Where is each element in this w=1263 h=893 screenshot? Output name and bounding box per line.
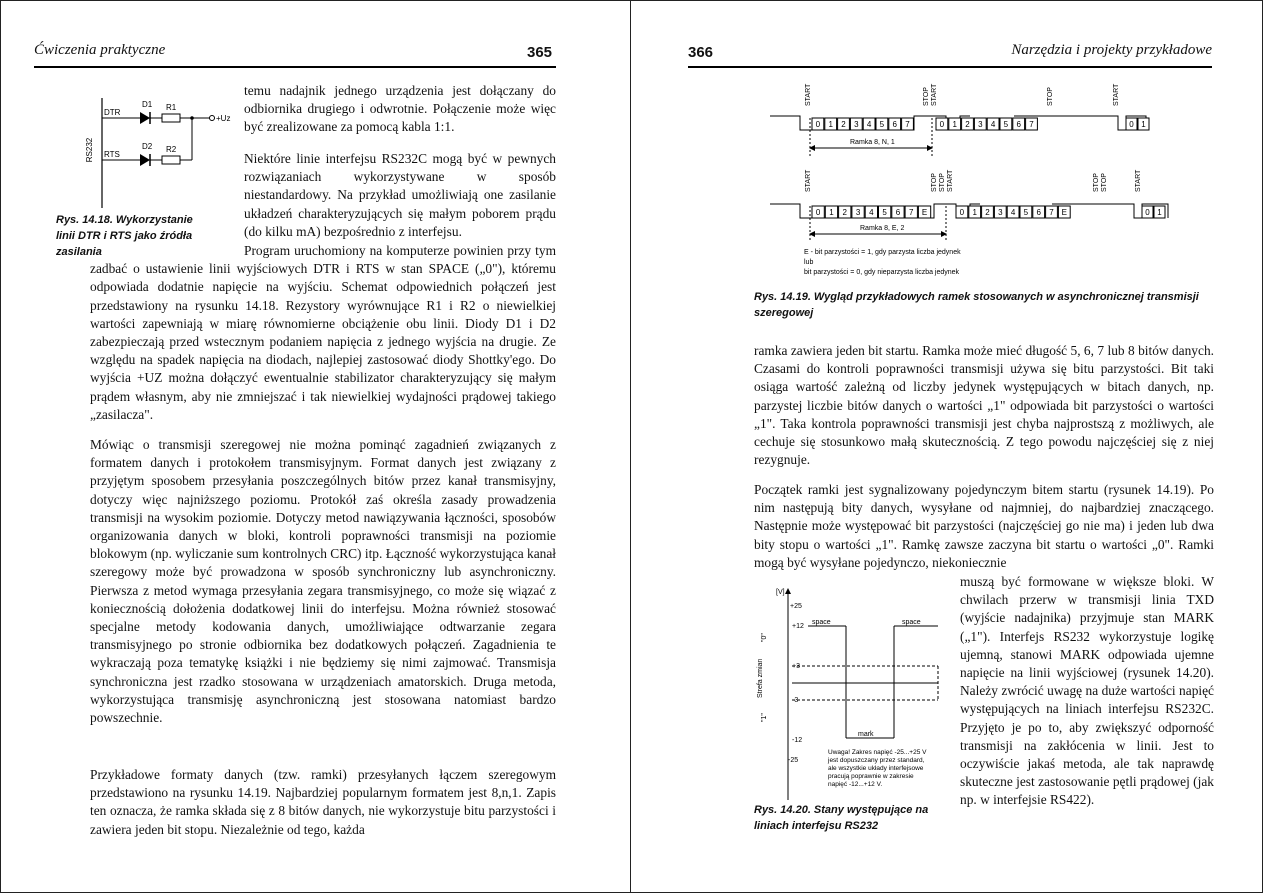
frame2-bit-label: 3 [855,208,861,217]
left-paragraph-3: Program uruchomiony na komputerze powinien przy tym zadbać o ustawienie linii wyjściowych DTR i RTS w stan SPACE („0"), któremu odpowiada dodatnie napięcie na wyjściu. Schemat odpowiednich połączeń jest przedstawiony na rysunku 14.18. Rezystory wyrównujące R1 i R2 o niewielkiej wartości zapewniają w miarę równomierne obciążenie obu linii. Diody D1 i D2 zabezpieczają przed wstecznym podaniem napięcia z jednego wyjścia na drugie. Ze względu na spadek napięcia na diodach, najlepiej zastosować diody Shottky'ego. Do wyjścia +UZ można dołączyć ewentualnie stabilizator charakteryzujący się małym prądem własnym, aby nie zmniejszać i tak niewielkiej wydajności prądowej takiego „zasilacza". [90,243,556,422]
one-logic-label: "1" [761,713,768,722]
frame1-bit-label: 3 [854,120,859,129]
note-line-5: napięć -12...+12 V. [828,781,883,788]
page-number: 366 [688,44,714,61]
figure-14-19 [770,76,1180,280]
start-label: START [805,83,812,106]
frame2b-bit-label: 0 [959,208,965,217]
running-head: Ćwiczenia praktyczne [34,42,166,58]
tick-plus12: +12 [792,623,804,630]
resistor-r1 [162,114,180,122]
parity-legend-line-3: bit parzystości = 0, gdy nieparzysta liczba jedynek [804,269,960,276]
stop-label: STOP [931,173,938,192]
frame2-label: Ramka 8, E, 2 [860,225,905,232]
frame2-bit-label: 7 [909,208,914,217]
frame2-bit-label: E [921,208,928,217]
frame2b-bit-label: 4 [1010,208,1016,217]
next-bit-label: 1 [1141,120,1146,129]
frame1b-bit-label: 5 [1003,120,1009,129]
frame1b-bit-label: 0 [939,120,945,129]
frame1-bit-label: 6 [892,120,897,129]
left-paragraph-2: Niektóre linie interfejsu RS232C mogą być w pewnych rozwiązaniach wykorzystywane w sposób niestandardowy. Na przykład umożliwiają one zasilanie układzeń charakteryzujących się małym poborem prądu (do kilku mA) bezpośrednio z interfejsu. [244,151,556,239]
rs232-label: RS232 [85,137,94,163]
running-head: Narzędzia i projekty przykładowe [1011,42,1212,58]
page-gutter [630,0,631,893]
frame1-bits [812,118,913,130]
diode-d2 [140,154,150,166]
frame1b-bit-label: 2 [965,120,970,129]
tick-minus12: -12 [792,737,803,744]
start-label: START [805,169,812,192]
tick-plus3: +3 [792,663,800,670]
tick-plus25: +25 [790,603,802,610]
frame1-bit-label: 0 [815,120,821,129]
frame2b-bit-label: 1 [972,208,977,217]
dtr-label: DTR [104,108,121,117]
frame1b-bit-label: 3 [978,120,983,129]
figure-14-20-caption: Rys. 14.20. Stany występujące na liniach interfejsu RS232 [754,804,929,832]
parity-legend-line-2: lub [804,259,814,266]
frame1-bit-label: 7 [905,120,910,129]
frame1b-bit-label: 7 [1029,120,1034,129]
frame1-next-bits [936,118,1149,130]
frame1-bit-label: 4 [866,120,872,129]
tick-minus3: -3 [792,697,799,704]
stop-label: STOP [1047,87,1054,106]
uz-terminal [210,116,215,121]
zero-logic-label: "0" [761,633,768,642]
right-paragraph-1: ramka zawiera jeden bit startu. Ramka może mieć długość 5, 6, 7 lub 8 bitów danych. Czasami do kontroli poprawności transmisji używa się bitu parzystości. Bit taki osiąga wartość zależną od liczby jedynek występujących w bitach danych, np. parzystej liczbie bitów danych o wartości „1" odpowiada bit parzystości o wartości „1". Taka kontrola poprawności transmisji jest chyba najprostszą z możliwych, ale cechuje się stosunkowo małą skutecznością. Z tego powodu najczęściej się z niej rezygnuje. [754,343,1214,468]
figure-14-19-caption: Rys. 14.19. Wygląd przykładowych ramek stosowanych w asynchronicznej transmisji szeregowej [754,291,1199,319]
space-label: space [902,619,921,626]
frame1b-bit-label: 6 [1016,120,1021,129]
frame1-bit-label: 1 [828,120,833,129]
frame2-bit-label: 2 [842,208,847,217]
frame1b-bit-label: 1 [952,120,957,129]
page-number: 365 [527,44,553,61]
note-line-2: jest dopuszczany przez standard, [828,757,925,764]
left-paragraph-1: temu nadajnik jednego urządzenia jest dołączany do odbiornika drugiego i odwrotnie. Połączenie może więc być zrealizowane za pomocą kabla 1:1. [244,83,556,135]
frame2b-bit-label: 6 [1036,208,1041,217]
left-paragraph-5: Przykładowe formaty danych (tzw. ramki) przesyłanych łączem szeregowym przedstawiono na rysunku 14.19. Najbardziej popularnym formatem jest 8,n,1. Zapis ten oznacza, że ramka składa się z 8 bitów danych, nie wykorzystuje bitu parzystości i zawiera jeden bit stopu. Niezależnie od tego, każda [90,767,556,837]
start-label: START [947,169,954,192]
diode-d1 [140,112,150,124]
frame2b-bit-label: E [1061,208,1067,217]
tick-minus25: -25 [788,757,799,764]
stop-label: STOP [923,87,930,106]
transition-zone-label: Strefa zmian [757,658,764,698]
right-paragraph-3: muszą być formowane w większe bloki. W chwilach przerw w transmisji linia TXD (wyjście nadajnika) przyjmuje stan MARK („1"). Interfejs RS232 wykorzystuje logikę ujemną, stanowi MARK odpowiada ujemne napięcie na linii wyjściowej (rysunek 14.20). Należy zwrócić uwagę na duże wartości napięć występujących na liniach interfejsu RS232C. Przyjęto je po to, aby zwiększyć odporność transmisji na zakłócenia w linii. Jest to oczywiście jakaś metoda, ale tak naprawdę skuteczne jest zastosowanie pętli prądowej (jak np. w interfejsie RS422). [960,574,1214,808]
figure-14-18-caption: Rys. 14.18. Wykorzystanie linii DTR i RTS jako źródła zasilania [56,214,193,258]
left-page [34,0,568,893]
d1-label: D1 [142,100,153,109]
d2-label: D2 [142,142,153,151]
rts-label: RTS [104,150,120,159]
right-paragraph-2: Początek ramki jest sygnalizowany pojedynczym bitem startu (rysunek 14.19). Po nim następują bity danych, wysyłane od najmniej, do najbardziej znaczącego. Następnie może występować bit parzystości (najczęściej go nie ma) i jeden lub dwa bity stopu o wartości „1". Ramkę zawsze zaczyna bit startu o wartości „0". Ramki mogą być wysyłane pojedynczo, niekoniecznie [754,482,1214,570]
stop-label: STOP [1093,173,1100,192]
frame1b-bit-label: 4 [990,120,996,129]
start-label: START [1113,83,1120,106]
frame1-bit-label: 2 [841,120,846,129]
next-bit-label: 0 [1145,208,1150,217]
start-label: START [1135,169,1142,192]
frame2-bit-label: 5 [882,208,887,217]
note-line-4: pracują poprawnie w zakresie [828,773,914,780]
frame1-bit-label: 5 [879,120,885,129]
next-bit-label: 1 [1157,208,1162,217]
volt-unit-label: [V] [776,589,785,596]
frame2-bit-label: 0 [815,208,821,217]
frame2-bits [812,206,931,218]
frame2-bit-label: 6 [895,208,901,217]
frame1-label: Ramka 8, N, 1 [850,139,895,146]
header-rule [34,66,556,68]
figure-14-20 [752,582,952,800]
r2-label: R2 [166,145,177,154]
stop-label: STOP [1101,173,1108,192]
right-page [688,0,1222,893]
note-line-3: ale wszystkie układy interfejsowe [828,765,924,772]
r1-label: R1 [166,103,177,112]
frame2b-bit-label: 7 [1049,208,1054,217]
frame2-bit-label: 4 [869,208,874,217]
figure-14-18 [82,98,232,208]
start-label: START [931,83,938,106]
note-line-1: Uwaga! Zakres napięć -25...+25 V [828,749,927,756]
mark-label: mark [858,731,874,738]
resistor-r2 [162,156,180,164]
frame2-bit-label: 1 [829,208,834,217]
stop-label: STOP [939,173,946,192]
uz-label: +Uz [216,114,231,123]
next-bit-label: 0 [1129,120,1134,129]
frame2b-bit-label: 3 [998,208,1003,217]
frame2b-bit-label: 2 [985,208,990,217]
header-rule [688,66,1212,68]
frame2b-bit-label: 5 [1023,208,1029,217]
left-paragraph-4: Mówiąc o transmisji szeregowej nie można pominąć zagadnień związanych z formatem danych i protokołem transmisyjnym. Format danych jest związany z przyjętym sposobem przesyłania poszczególnych bitów przez kanał transmisyjny, dotyczy więc najniższego poziomu. Protokół zaś określa zasady prowadzenia transmisji na wysokim poziomie. Dotyczy metod nawiązywania łączności, sposobów organizowania danych w bloki, kontroli poprawności transmisji na poziomie blokowym (np. wyliczanie sum kontrolnych CRC) itp. Łączność wykorzystująca kanał szeregowy może być prowadzona w sposób synchroniczny lub asynchroniczny. Pierwsza z metod wymaga przesyłania zegara transmisyjnego, co może się wiązać z koniecznością dołożenia dodatkowej linii do interfejsu. Można również stosować specjalne metody kodowania danych, umożliwiające odtwarzanie zegara transmisyjnego po stronie odbiornika bez dodatkowych połączeń. Zagadnienia te wykraczają poza tematykę książki i nie będziemy się nimi zajmować. Transmisja synchroniczna jest rzadko stosowana w urządzeniach amatorskich. Druga metoda, wykorzystująca transmisję asynchroniczną jest stosowana natomiast bardzo powszechnie. [90,437,556,726]
parity-legend-line-1: E - bit parzystości = 1, gdy parzysta liczba jedynek [804,249,961,256]
space-label: space [812,619,831,626]
